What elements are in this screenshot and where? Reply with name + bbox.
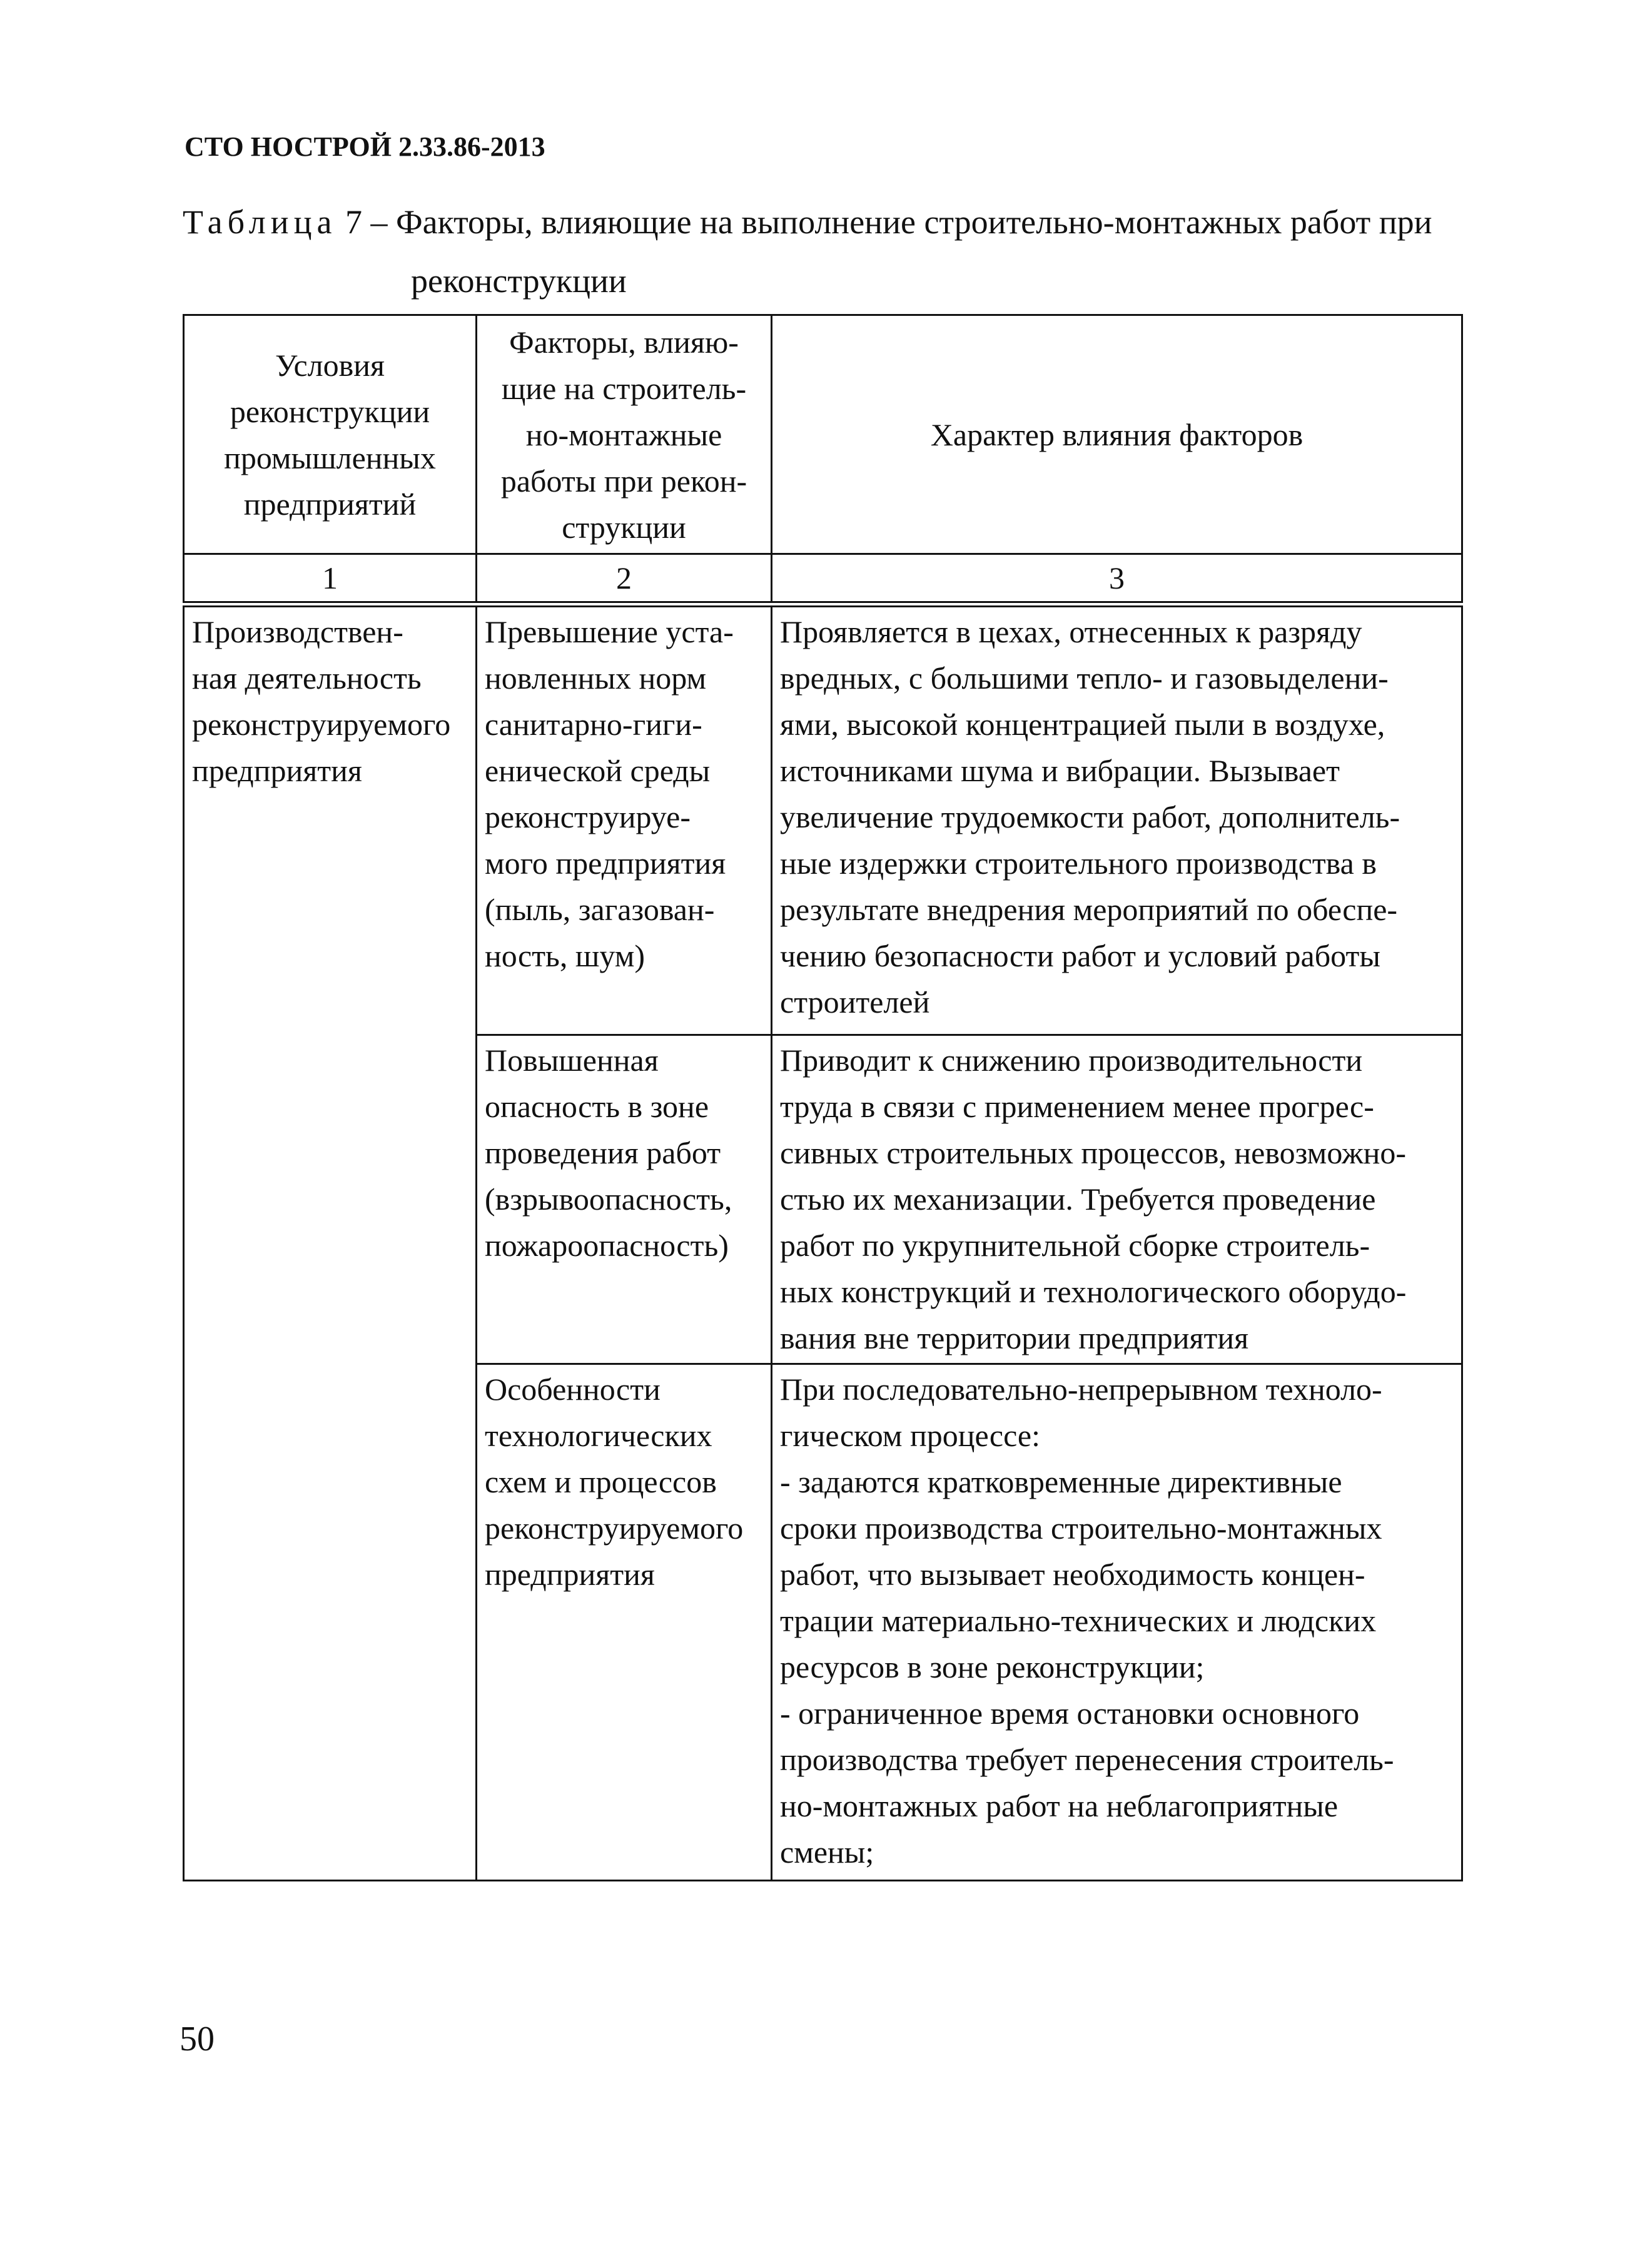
factor-cell xyxy=(477,1364,772,1880)
column-number: 1 xyxy=(184,554,477,605)
cell-text-line: труда в связи с применением менее прогрес- xyxy=(780,1088,1374,1124)
cell-text-line: работы при рекон- xyxy=(500,463,747,499)
cell-text-line: источниками шума и вибрации. Вызывает xyxy=(780,753,1340,788)
header-cell-factors xyxy=(477,315,772,554)
condition-cell xyxy=(184,604,477,1880)
factors-table xyxy=(183,314,1463,1881)
header-cell-conditions xyxy=(184,315,477,554)
factors-table-wrapper xyxy=(183,314,1461,1879)
caption-table-word: Таблица xyxy=(183,203,337,241)
cell-text-line: пожароопасность) xyxy=(485,1227,729,1263)
cell-text-line: реконструируе- xyxy=(485,799,691,834)
cell-text-line: (пыль, загазован- xyxy=(485,892,715,927)
cell-text-line: Характер влияния факторов xyxy=(930,417,1304,452)
cell-text-line: санитарно-гиги- xyxy=(485,707,702,742)
cell-text-line: струкции xyxy=(562,509,686,545)
cell-text-line: Факторы, влияю- xyxy=(509,324,739,360)
table-header-row xyxy=(184,315,1462,554)
cell-text-line: (взрывоопасность, xyxy=(485,1181,732,1217)
column-number: 2 xyxy=(477,554,772,605)
cell-text-line: ных конструкций и технологического оборудо- xyxy=(780,1273,1407,1309)
cell-text-line: гическом процессе: xyxy=(780,1417,1041,1453)
page-number: 50 xyxy=(180,2020,215,2058)
cell-text-line: Приводит к снижению производительности xyxy=(780,1042,1363,1078)
cell-text-line: Повышенная xyxy=(485,1042,659,1078)
cell-text-line: ресурсов в зоне реконструкции; xyxy=(780,1649,1205,1684)
cell-text-line: увеличение трудоемкости работ, дополнитель- xyxy=(780,799,1400,834)
cell-text-line: смены; xyxy=(780,1834,874,1870)
cell-text-line: промышленных xyxy=(224,440,436,475)
column-number: 3 xyxy=(772,554,1462,605)
cell-text-line: строителей xyxy=(780,985,930,1020)
cell-text-line: Особенности xyxy=(485,1371,661,1407)
cell-text-line: сроки производства строительно-монтажных xyxy=(780,1510,1382,1546)
cell-text-line: - задаются кратковременные директивные xyxy=(780,1464,1342,1499)
cell-text-line: ность, шум) xyxy=(485,938,645,973)
factor-cell xyxy=(477,1035,772,1364)
cell-text-line: реконструируемого xyxy=(192,707,451,742)
cell-text-line: но-монтажные xyxy=(525,417,722,452)
cell-text-line: реконструируемого xyxy=(485,1510,744,1546)
cell-text-line: енической среды xyxy=(485,753,711,788)
cell-text-line: реконструкции xyxy=(230,393,430,429)
table-row xyxy=(184,604,1462,1035)
cell-text-line: Условия xyxy=(275,347,385,383)
cell-text-line: трации материально-технических и людских xyxy=(780,1602,1377,1638)
caption-title-line2: реконструкции xyxy=(411,262,627,300)
cell-text-line: опасность в зоне xyxy=(485,1088,709,1124)
cell-text-line: - ограниченное время остановки основного xyxy=(780,1695,1360,1731)
cell-text-line: новленных норм xyxy=(485,661,707,696)
cell-text-line: Проявляется в цехах, отнесенных к разряду xyxy=(780,614,1362,649)
cell-text-line: проведения работ xyxy=(485,1135,721,1170)
cell-text-line: ные издержки строительного производства в xyxy=(780,846,1377,881)
cell-text-line: предприятий xyxy=(243,486,417,522)
cell-text-line: работ, что вызывает необходимость концен- xyxy=(780,1556,1365,1592)
cell-text-line: но-монтажных работ на неблагоприятные xyxy=(780,1788,1339,1823)
cell-text-line: схем и процессов xyxy=(485,1464,717,1499)
cell-text-line: ная деятельность xyxy=(192,661,422,696)
document-code: СТО НОСТРОЙ 2.33.86-2013 xyxy=(185,131,545,162)
cell-text-line: технологических xyxy=(485,1417,712,1453)
effect-cell xyxy=(772,1035,1462,1364)
cell-text-line: При последовательно-непрерывном техноло- xyxy=(780,1371,1382,1407)
column-number-row xyxy=(184,554,1462,605)
cell-text-line: Производствен- xyxy=(192,614,403,649)
table-caption xyxy=(183,203,1465,300)
factor-cell xyxy=(477,604,772,1035)
cell-text-line: Превышение уста- xyxy=(485,614,734,649)
cell-text-line: ями, высокой концентрацией пыли в воздухе, xyxy=(780,707,1385,742)
cell-text-line: работ по укрупнительной сборке строитель- xyxy=(780,1227,1370,1263)
cell-text-line: вания вне территории предприятия xyxy=(780,1320,1249,1355)
cell-text-line: предприятия xyxy=(192,753,362,788)
cell-text-line: предприятия xyxy=(485,1556,655,1592)
cell-text-line: сивных строительных процессов, невозможно- xyxy=(780,1135,1407,1170)
caption-title-line1: 7 – Факторы, влияющие на выполнение строительно-монтажных работ при xyxy=(337,203,1432,241)
cell-text-line: чению безопасности работ и условий работы xyxy=(780,938,1380,973)
effect-cell xyxy=(772,604,1462,1035)
cell-text-line: результате внедрения мероприятий по обеспе- xyxy=(780,892,1398,927)
cell-text-line: щие на строитель- xyxy=(501,370,747,406)
effect-cell xyxy=(772,1364,1462,1880)
cell-text-line: мого предприятия xyxy=(485,846,726,881)
cell-text-line: производства требует перенесения строитель- xyxy=(780,1741,1394,1777)
header-cell-effect xyxy=(772,315,1462,554)
cell-text-line: вредных, с большими тепло- и газовыделени- xyxy=(780,661,1389,696)
cell-text-line: стью их механизации. Требуется проведение xyxy=(780,1181,1376,1217)
